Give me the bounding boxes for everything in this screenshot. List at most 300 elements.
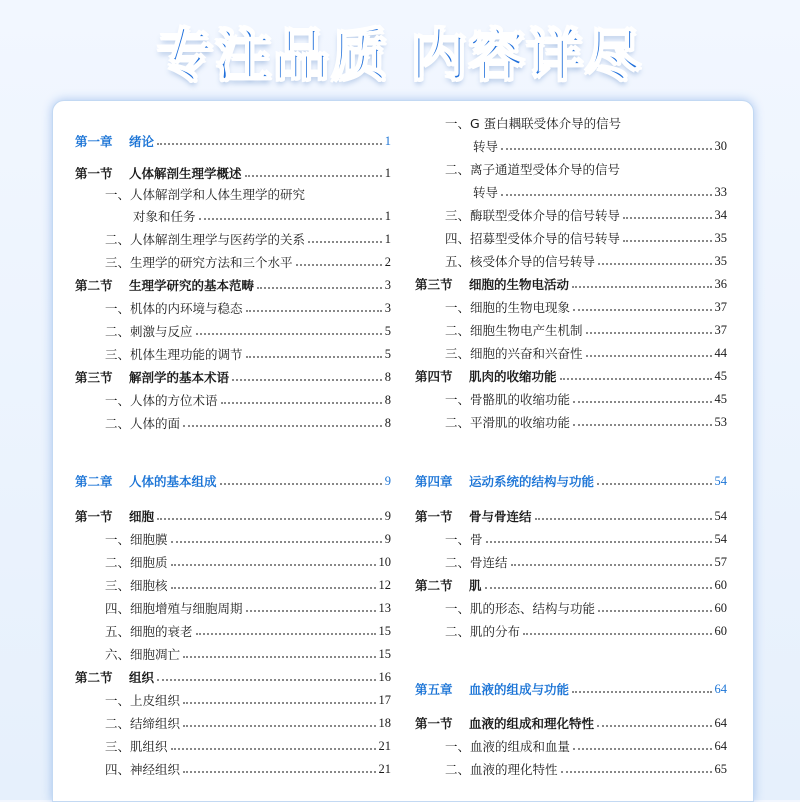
toc-entry-label (415, 553, 508, 571)
dot-leader (560, 378, 712, 380)
toc-entry (415, 506, 727, 526)
toc-entry-number: 第一节 (415, 509, 453, 524)
toc-entry-number: 一、 (105, 187, 131, 202)
toc-entry-label (415, 599, 595, 617)
toc-entry (415, 552, 727, 572)
toc-entry-page: 54 (714, 508, 727, 523)
toc-entry-title: 肌肉的收缩功能 (469, 369, 557, 384)
dot-leader (511, 564, 712, 566)
toc-entry (75, 367, 391, 387)
toc-entry-number: 六、 (105, 647, 131, 662)
toc-entry-title: 离子通道型受体介导的信号 (470, 162, 621, 177)
toc-entry-title: 解剖学的基本术语 (129, 370, 230, 385)
toc-entry-page: 64 (714, 738, 727, 753)
toc-entry-title: 骨骼肌的收缩功能 (470, 392, 571, 407)
toc-entry-page: 9 (384, 508, 391, 523)
toc-entry-page: 64 (714, 715, 727, 730)
toc-entry-label (415, 252, 595, 270)
toc-entry (415, 389, 727, 409)
toc-entry-page: 60 (714, 623, 727, 638)
toc-entry-page: 9 (384, 531, 391, 546)
toc-entry (75, 252, 391, 272)
toc-entry (415, 274, 727, 294)
toc-entry-page: 34 (714, 207, 727, 222)
toc-entry-label (415, 413, 570, 431)
toc-entry-title: 肌 (469, 578, 482, 593)
dot-leader (196, 633, 376, 635)
dot-leader (221, 402, 382, 404)
toc-entry-number: 二、 (445, 762, 471, 777)
dot-leader (183, 702, 375, 704)
toc-entry-label (75, 414, 180, 432)
toc-entry-title: 人体的面 (130, 416, 181, 431)
toc-entry (75, 275, 391, 295)
toc-entry-page: 8 (384, 415, 391, 430)
toc-entry-label (415, 114, 621, 132)
toc-entry-page: 54 (714, 531, 727, 546)
toc-entry-label (75, 276, 254, 294)
toc-entry-label (75, 207, 196, 225)
dot-leader (486, 541, 712, 543)
toc-entry-label (75, 185, 305, 203)
toc-entry-title: 机体的内环境与稳态 (130, 301, 243, 316)
toc-entry-number: 一、 (445, 601, 471, 616)
toc-entry (415, 598, 727, 618)
toc-entry-title: 转导 (473, 185, 499, 200)
toc-entry-page: 54 (714, 473, 727, 488)
toc-entry-number: 第四节 (415, 369, 453, 384)
toc-entry-label (75, 230, 305, 248)
toc-entry-label (415, 137, 498, 155)
toc-entry-label (75, 645, 180, 663)
toc-entry-title: 细胞生物电产生机制 (470, 323, 583, 338)
toc-entry-label (415, 530, 483, 548)
toc-entry-number: 一、 (105, 693, 131, 708)
toc-entry-label (415, 390, 570, 408)
toc-entry-title: 核受体介导的信号转导 (470, 254, 596, 269)
toc-entry-page: 15 (378, 623, 391, 638)
dot-leader (245, 175, 382, 177)
toc-entry-title: 肌组织 (130, 739, 168, 754)
dot-leader (246, 310, 382, 312)
toc-entry-label (75, 253, 293, 271)
banner (0, 0, 800, 96)
toc-entry-title: 人体解剖生理学与医药学的关系 (130, 232, 306, 247)
toc-entry-number: 五、 (445, 254, 471, 269)
toc-entry (75, 598, 391, 618)
toc-entry (415, 136, 727, 156)
dot-leader (573, 748, 711, 750)
toc-entry-page: 3 (384, 277, 391, 292)
toc-entry (415, 113, 727, 133)
toc-entry (415, 679, 727, 699)
toc-entry-title: G 蛋白耦联受体介导的信号 (470, 116, 622, 131)
toc-entry (415, 713, 727, 733)
toc-entry (415, 529, 727, 549)
toc-entry-title: 细胞的生物电活动 (469, 277, 570, 292)
toc-entry-number: 第一节 (415, 716, 453, 731)
toc-entry-page: 1 (384, 231, 391, 246)
toc-entry-number: 二、 (105, 716, 131, 731)
toc-entry-page: 53 (714, 414, 727, 429)
toc-entry (75, 131, 391, 151)
toc-entry-title: 细胞的生物电现象 (470, 300, 571, 315)
toc-entry-label (75, 530, 168, 548)
toc-entry-number: 三、 (105, 347, 131, 362)
toc-entry-title: 肌的形态、结构与功能 (470, 601, 596, 616)
toc-entry-title: 细胞 (129, 509, 155, 524)
toc-entry-label (415, 344, 583, 362)
toc-entry-title: 骨连结 (470, 555, 508, 570)
dot-leader (573, 309, 711, 311)
toc-entry-page: 45 (714, 391, 727, 406)
dot-leader (246, 356, 382, 358)
toc-entry-label (75, 132, 154, 150)
toc-entry-title: 细胞的衰老 (130, 624, 193, 639)
toc-entry (75, 344, 391, 364)
toc-entry (415, 575, 727, 595)
dot-leader (561, 771, 712, 773)
toc-entry-title: 运动系统的结构与功能 (469, 474, 595, 489)
toc-entry-label (75, 737, 168, 755)
dot-leader (597, 725, 711, 727)
dot-leader (171, 748, 376, 750)
toc-entry-number: 第三节 (75, 370, 113, 385)
toc-entry-page: 60 (714, 600, 727, 615)
toc-entry-label (75, 472, 217, 490)
toc-entry-page: 17 (378, 692, 391, 707)
banner-title: 专注品质 内容详尽 (157, 24, 643, 89)
toc-entry-number: 二、 (445, 624, 471, 639)
toc-entry-label (75, 322, 193, 340)
toc-entry-title: 生理学的研究方法和三个水平 (130, 255, 293, 270)
toc-entry-number: 四、 (105, 762, 131, 777)
toc-entry-page: 37 (714, 299, 727, 314)
toc-entry-number: 一、 (445, 739, 471, 754)
toc-entry-label (75, 553, 168, 571)
toc-entry-title: 血液的组成和理化特性 (469, 716, 595, 731)
toc-entry (75, 506, 391, 526)
toc-entry-title: 血液的组成与功能 (469, 682, 570, 697)
toc-entry (75, 229, 391, 249)
dot-leader (246, 610, 376, 612)
toc-entry-label (415, 737, 570, 755)
toc-entry-number: 二、 (105, 232, 131, 247)
toc-entry-page: 21 (378, 738, 391, 753)
dot-leader (199, 218, 382, 220)
toc-entry-number: 四、 (105, 601, 131, 616)
toc-entry (415, 412, 727, 432)
toc-entry-title: 细胞的兴奋和兴奋性 (470, 346, 583, 361)
toc-entry-number: 一、 (105, 301, 131, 316)
toc-entry-label (75, 714, 180, 732)
toc-entry-label (415, 367, 557, 385)
dot-leader (171, 541, 382, 543)
dot-leader (296, 264, 382, 266)
toc-entry-label (415, 714, 594, 732)
dot-leader (501, 194, 711, 196)
toc-entry-title: 机体生理功能的调节 (130, 347, 243, 362)
toc-entry-label (75, 345, 243, 363)
toc-entry-page: 10 (378, 554, 391, 569)
toc-entry-number: 三、 (445, 208, 471, 223)
dot-leader (257, 287, 382, 289)
toc-entry-title: 刺激与反应 (130, 324, 193, 339)
toc-entry-title: 生理学研究的基本范畴 (129, 278, 255, 293)
dot-leader (220, 483, 382, 485)
toc-entry (75, 413, 391, 433)
toc-entry (415, 343, 727, 363)
toc-entry (75, 690, 391, 710)
toc-entry-title: 血液的理化特性 (470, 762, 558, 777)
dot-leader (572, 691, 711, 693)
toc-entry-title: 上皮组织 (130, 693, 181, 708)
toc-entry-number: 一、 (445, 392, 471, 407)
dot-leader (183, 771, 375, 773)
dot-leader (157, 143, 382, 145)
toc-entry-page: 1 (384, 208, 391, 223)
toc-entry-number: 第三节 (415, 277, 453, 292)
toc-entry-number: 一、 (105, 393, 131, 408)
toc-entry-label (75, 760, 180, 778)
toc-entry-label (415, 229, 620, 247)
toc-entry (75, 184, 391, 204)
toc-entry-label (75, 368, 229, 386)
toc-entry (75, 759, 391, 779)
toc-entry-page: 30 (714, 138, 727, 153)
toc-entry-page: 44 (714, 345, 727, 360)
toc-entry-label (415, 160, 620, 178)
toc-entry (75, 471, 391, 491)
toc-entry-number: 二、 (445, 415, 471, 430)
toc-entry (415, 251, 727, 271)
toc-entry-page: 8 (384, 369, 391, 384)
dot-leader (535, 518, 712, 520)
toc-entry (415, 205, 727, 225)
toc-entry-page: 65 (714, 761, 727, 776)
dot-leader (183, 656, 375, 658)
toc-entry (75, 321, 391, 341)
toc-entry-title: 人体解剖生理学概述 (129, 166, 242, 181)
toc-entry (415, 320, 727, 340)
toc-entry-number: 二、 (445, 323, 471, 338)
toc-entry-page: 5 (384, 346, 391, 361)
dot-leader (586, 332, 712, 334)
dot-leader (573, 401, 711, 403)
toc-entry (415, 297, 727, 317)
toc-entry-page: 8 (384, 392, 391, 407)
toc-entry-label (75, 507, 154, 525)
dot-leader (623, 240, 711, 242)
toc-entry-number: 第五章 (415, 682, 453, 697)
toc-entry (75, 667, 391, 687)
toc-entry-title: 细胞膜 (130, 532, 168, 547)
toc-entry-title: 细胞质 (130, 555, 168, 570)
toc-entry-title: 细胞增殖与细胞周期 (130, 601, 243, 616)
dot-leader (157, 518, 382, 520)
toc-entry-page: 1 (384, 165, 391, 180)
toc-entry-label (415, 183, 498, 201)
toc-entry-number: 第二节 (75, 670, 113, 685)
toc-entry (75, 713, 391, 733)
toc-entry-page: 16 (378, 669, 391, 684)
toc-entry-number: 第四章 (415, 474, 453, 489)
toc-entry (415, 182, 727, 202)
toc-entry-page: 12 (378, 577, 391, 592)
toc-entry-label (415, 507, 532, 525)
toc-entry (415, 736, 727, 756)
toc-entry-number: 三、 (105, 255, 131, 270)
toc-entry-page: 57 (714, 554, 727, 569)
toc-entry-title: 绪论 (129, 134, 155, 149)
toc-entry (75, 390, 391, 410)
toc-entry-page: 15 (378, 646, 391, 661)
toc-entry-number: 二、 (445, 555, 471, 570)
toc-entry-title: 人体的基本组成 (129, 474, 217, 489)
dot-leader (485, 587, 712, 589)
toc-entry-label (415, 321, 583, 339)
dot-leader (308, 241, 382, 243)
toc-entry-page: 1 (384, 133, 391, 148)
toc-entry-title: 对象和任务 (133, 209, 196, 224)
toc-entry (75, 206, 391, 226)
dot-leader (572, 286, 711, 288)
toc-entry-number: 第一章 (75, 134, 113, 149)
toc-entry-number: 第二节 (75, 278, 113, 293)
toc-entry-page: 3 (384, 300, 391, 315)
toc-entry-label (415, 622, 520, 640)
dot-leader (196, 333, 382, 335)
toc-entry-number: 二、 (105, 555, 131, 570)
toc-entry-number: 第二节 (415, 578, 453, 593)
toc-entry-label (75, 299, 243, 317)
dot-leader (597, 483, 711, 485)
toc-entry (75, 644, 391, 664)
dot-leader (232, 379, 382, 381)
toc-entry-title: 酶联型受体介导的信号转导 (470, 208, 621, 223)
toc-entry-title: 细胞核 (130, 578, 168, 593)
toc-entry-page: 18 (378, 715, 391, 730)
toc-entry (75, 298, 391, 318)
toc-entry-number: 第二章 (75, 474, 113, 489)
toc-entry-number: 三、 (105, 578, 131, 593)
toc-entry (75, 529, 391, 549)
dot-leader (171, 587, 376, 589)
toc-entry-page: 33 (714, 184, 727, 199)
toc-entry-label (75, 164, 242, 182)
toc-entry (415, 471, 727, 491)
toc-entry (415, 159, 727, 179)
toc-entry-number: 一、 (105, 532, 131, 547)
toc-entry-label (75, 622, 193, 640)
toc-entry (75, 163, 391, 183)
toc-entry-title: 组织 (129, 670, 155, 685)
toc-entry-title: 细胞凋亡 (130, 647, 181, 662)
toc-entry-page: 35 (714, 253, 727, 268)
toc-entry-number: 一、 (445, 300, 471, 315)
toc-entry-title: 结缔组织 (130, 716, 181, 731)
toc-entry-page: 36 (714, 276, 727, 291)
toc-entry-label (415, 760, 558, 778)
toc-entry-page: 37 (714, 322, 727, 337)
toc-entry-title: 血液的组成和血量 (470, 739, 571, 754)
toc-entry-label (75, 691, 180, 709)
toc-entry-label (415, 206, 620, 224)
toc-entry-number: 二、 (445, 162, 471, 177)
toc-entry (75, 552, 391, 572)
toc-entry (415, 366, 727, 386)
toc-entry (415, 621, 727, 641)
toc-entry-title: 平滑肌的收缩功能 (470, 415, 571, 430)
dot-leader (586, 355, 712, 357)
toc-entry-title: 骨 (470, 532, 483, 547)
toc-entry-title: 肌的分布 (470, 624, 521, 639)
dot-leader (157, 679, 375, 681)
toc-entry-title: 转导 (473, 139, 499, 154)
toc-entry-number: 一、 (445, 532, 471, 547)
toc-entry-page: 13 (378, 600, 391, 615)
toc-entry (75, 575, 391, 595)
toc-entry-number: 第一节 (75, 166, 113, 181)
dot-leader (598, 610, 711, 612)
toc-entry-title: 人体的方位术语 (130, 393, 218, 408)
toc-entry-label (415, 298, 570, 316)
toc-entry-page: 5 (384, 323, 391, 338)
toc-entry-page: 2 (384, 254, 391, 269)
dot-leader (501, 148, 711, 150)
toc-entry (415, 228, 727, 248)
toc-entry (415, 759, 727, 779)
toc-entry-number: 三、 (445, 346, 471, 361)
toc-entry-label (415, 576, 482, 594)
toc-entry-title: 人体解剖学和人体生理学的研究 (130, 187, 306, 202)
toc-entry-label (75, 599, 243, 617)
dot-leader (598, 263, 711, 265)
toc-page (52, 100, 754, 802)
dot-leader (523, 633, 711, 635)
toc-entry-page: 64 (714, 681, 727, 696)
toc-entry-number: 一、 (445, 116, 471, 131)
toc-entry-label (75, 668, 154, 686)
dot-leader (183, 725, 375, 727)
dot-leader (623, 217, 711, 219)
toc-entry-label (415, 472, 594, 490)
toc-entry-page: 9 (384, 473, 391, 488)
dot-leader (573, 424, 711, 426)
toc-entry-title: 神经组织 (130, 762, 181, 777)
toc-entry-number: 五、 (105, 624, 131, 639)
toc-entry-title: 招募型受体介导的信号转导 (470, 231, 621, 246)
toc-entry-label (75, 391, 218, 409)
toc-entry-title: 骨与骨连结 (469, 509, 532, 524)
toc-entry-number: 第一节 (75, 509, 113, 524)
toc-entry-page: 60 (714, 577, 727, 592)
toc-entry-label (75, 576, 168, 594)
toc-entry-page: 21 (378, 761, 391, 776)
toc-entry-number: 二、 (105, 324, 131, 339)
toc-entry (75, 621, 391, 641)
toc-entry-label (415, 680, 569, 698)
toc-entry-page: 35 (714, 230, 727, 245)
toc-entry-number: 四、 (445, 231, 471, 246)
toc-entry-number: 二、 (105, 416, 131, 431)
toc-entry (75, 736, 391, 756)
dot-leader (183, 425, 382, 427)
dot-leader (171, 564, 376, 566)
toc-entry-number: 三、 (105, 739, 131, 754)
toc-entry-label (415, 275, 569, 293)
toc-entry-page: 45 (714, 368, 727, 383)
